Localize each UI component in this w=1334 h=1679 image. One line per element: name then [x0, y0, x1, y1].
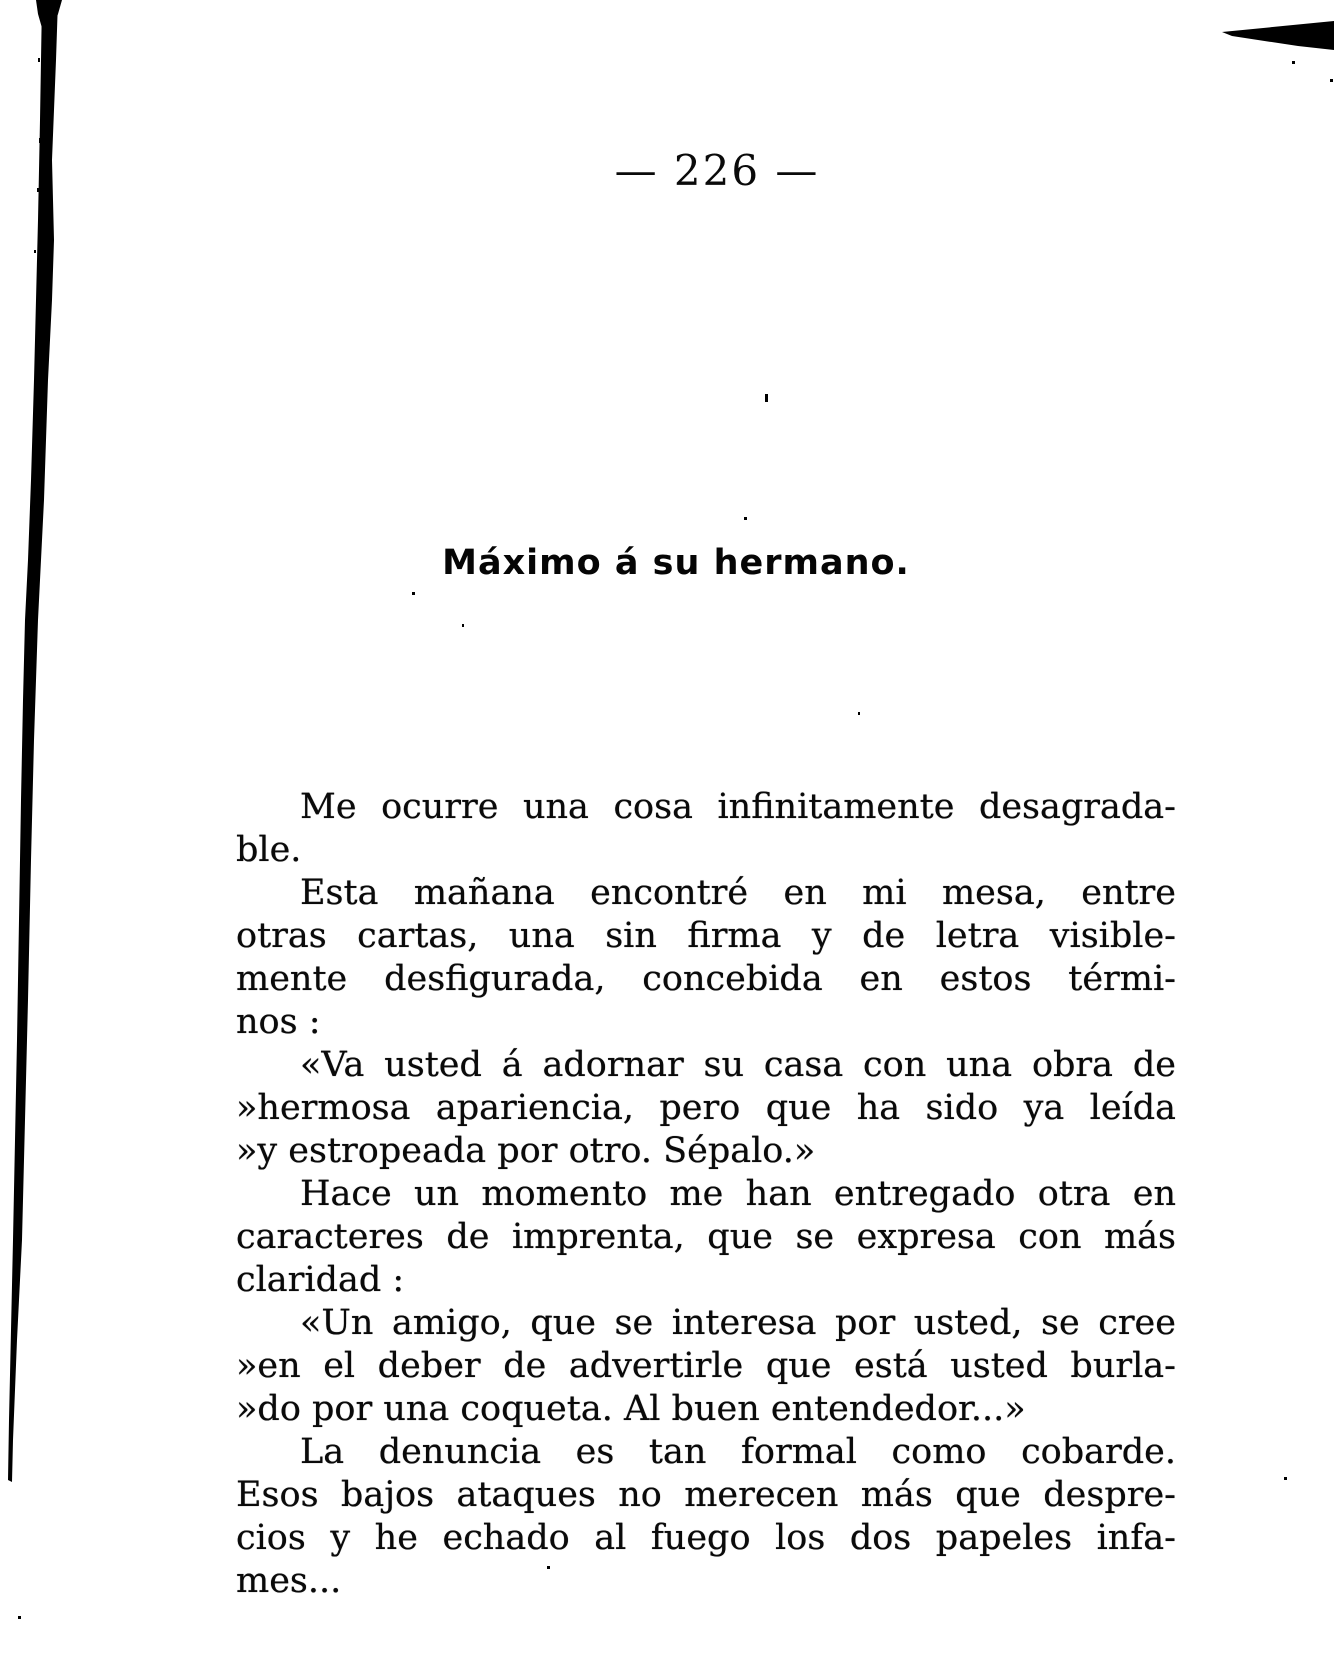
- chapter-heading: Máximo á su hermano.: [442, 543, 910, 583]
- text-line: ble.: [236, 830, 302, 870]
- text-line: Esos bajos ataques no merecen más que despre-: [236, 1475, 1176, 1515]
- text-line: claridad :: [236, 1260, 405, 1300]
- text-line: Esta mañana encontré en mi mesa, entre: [300, 873, 1176, 913]
- gutter-shadow-top: [36, 0, 62, 34]
- text-line: La denuncia es tan formal como cobarde.: [300, 1432, 1176, 1472]
- text-line: mes...: [236, 1561, 342, 1601]
- gutter-shadow: [8, 0, 58, 1482]
- text-line: «Va usted á adornar su casa con una obra de: [300, 1045, 1176, 1085]
- text-line: caracteres de imprenta, que se expresa con más: [236, 1217, 1176, 1257]
- body-text: [236, 786, 1176, 1603]
- text-line: mente desfigurada, concebida en estos térmi-: [236, 959, 1176, 999]
- text-line: »en el deber de advertirle que está usted burla-: [236, 1346, 1176, 1386]
- text-line: nos :: [236, 1002, 321, 1042]
- text-line: otras cartas, una sin firma y de letra visible-: [236, 916, 1176, 956]
- corner-mark: [1222, 21, 1334, 50]
- text-line: »hermosa apariencia, pero que ha sido ya leída: [236, 1088, 1176, 1128]
- text-line: »do por una coqueta. Al buen entendedor...»: [236, 1389, 1026, 1429]
- text-line: «Un amigo, que se interesa por usted, se cree: [300, 1303, 1176, 1343]
- text-line: Me ocurre una cosa infinitamente desagrada-: [300, 787, 1176, 827]
- text-line: »y estropeada por otro. Sépalo.»: [236, 1131, 816, 1171]
- text-line: cios y he echado al fuego los dos papeles infa-: [236, 1518, 1176, 1558]
- gutter-speckles: [34, 40, 52, 371]
- text-line: Hace un momento me han entregado otra en: [300, 1174, 1176, 1214]
- page-number: — 226 —: [614, 146, 820, 195]
